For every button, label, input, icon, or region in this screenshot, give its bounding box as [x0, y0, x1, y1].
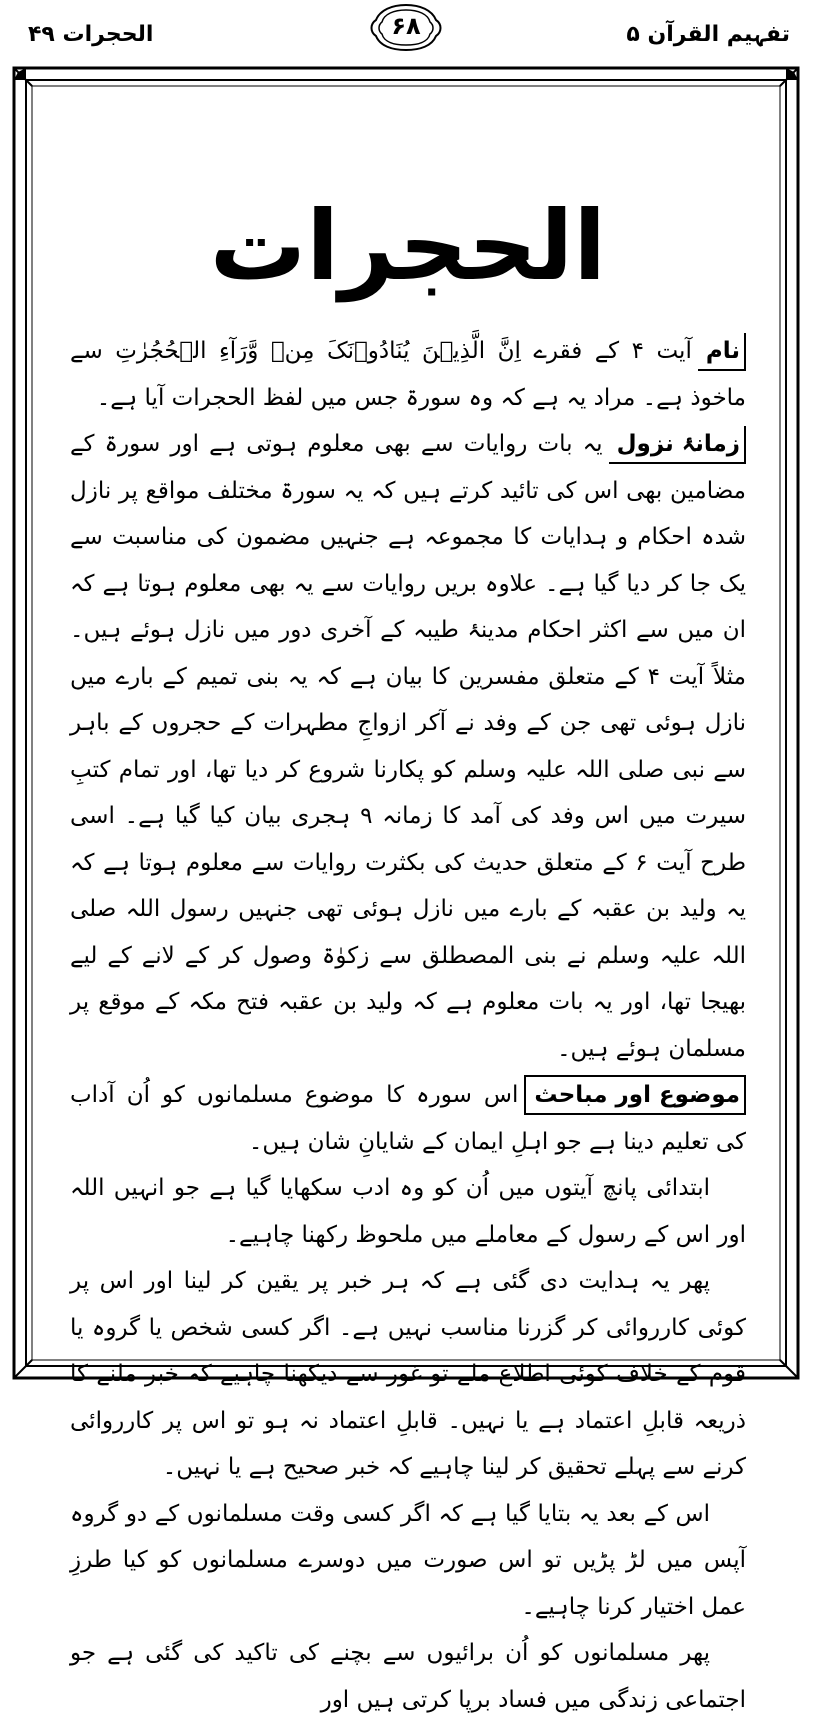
surah-reference: الحجرات ۴۹: [28, 22, 154, 47]
section-text: یہ بات روایات سے بھی معلوم ہوتی ہے اور سورۃ کے مضامین بھی اس کی تائید کرتے ہیں کہ یہ سورۃ مختلف مواقع پر نازل شدہ احکام و ہدایات کا مجموعہ ہے جنہیں مضمون کی مناسبت سے یک جا کر دیا گیا ہے۔ علاوہ بریں روایات سے یہ بھی معلوم ہوتا ہے کہ ان میں سے اکثر احکام مدینۂ طیبہ کے آخری دور میں نازل ہوئے ہیں۔ مثلاً آیت ۴ کے متعلق مفسرین کا بیان ہے کہ یہ بنی تمیم کے بارے میں نازل ہوئی تھی جن کے وفد نے آکر ازواجِ مطہرات کے حجروں کے باہر سے نبی صلی اللہ علیہ وسلم کو پکارنا شروع کر دیا تھا، اور تمام کتبِ سیرت میں اس وفد کی آمد کا زمانہ ۹ ہجری بیان کیا گیا ہے۔ اسی طرح آیت ۶ کے متعلق حدیث کی بکثرت روایات سے معلوم ہوتا ہے کہ یہ ولید بن عقبہ کے بارے میں نازل ہوئی تھی جنہیں رسول اللہ صلی اللہ علیہ وسلم نے بنی المصطلق سے زکوٰۃ وصول کر کے لانے کے لیے بھیجا تھا، اور یہ بات معلوم ہے کہ ولید بن عقبہ فتح مکہ کے موقع پر مسلمان ہوئے ہیں۔: [70, 431, 747, 1062]
section-heading: نام: [698, 333, 746, 371]
section-text: آیت ۴ کے فقرے اِنَّ الَّذِیۡنَ یُنَادُوۡنَکَ مِنۡ وَّرَآءِ الۡحُجُرٰتِ سے ماخوذ ہے۔ مراد یہ ہے کہ وہ سورۃ جس میں لفظ الحجرات آیا ہے۔: [70, 338, 746, 411]
section-topics: [70, 1072, 746, 1165]
surah-title: الحجرات: [209, 190, 607, 302]
section-heading: زمانۂ نزول: [609, 426, 746, 464]
book-title: تفہیم القرآن ۵: [626, 22, 790, 47]
section-revelation: [70, 421, 746, 1072]
paragraph: پھر یہ ہدایت دی گئی ہے کہ ہر خبر پر یقین کر لینا اور اس پر کوئی کارروائی کر گزرنا مناسب نہیں ہے۔ اگر کسی شخص یا گروہ یا قوم کے خلاف کوئی اطلاع ملے تو غور سے دیکھنا چاہیے کہ خبر ملنے کا ذریعہ قابلِ اعتماد ہے یا نہیں۔ قابلِ اعتماد نہ ہو تو اس پر کارروائی کرنے سے پہلے تحقیق کر لینا چاہیے کہ خبر صحیح ہے یا نہیں۔: [70, 1268, 746, 1480]
page-number-ornament: [370, 2, 442, 52]
paragraph: پھر مسلمانوں کو اُن برائیوں سے بچنے کی تاکید کی گئی ہے جو اجتماعی زندگی میں فساد برپا کرتی ہیں اور: [70, 1640, 746, 1713]
document-body: [70, 328, 746, 1723]
section-text: اس سورہ کا موضوع مسلمانوں کو اُن آداب کی تعلیم دینا ہے جو اہلِ ایمان کے شایانِ شان ہیں۔: [70, 1082, 746, 1155]
section-heading: موضوع اور مباحث: [524, 1075, 746, 1115]
paragraph: ابتدائی پانچ آیتوں میں اُن کو وہ ادب سکھایا گیا ہے جو انہیں اللہ اور اس کے رسول کے معاملے میں ملحوظ رکھنا چاہیے۔: [70, 1175, 746, 1248]
paragraph: اس کے بعد یہ بتایا گیا ہے کہ اگر کسی وقت مسلمانوں کے دو گروہ آپس میں لڑ پڑیں تو اس صورت میں دوسرے مسلمانوں کو کیا طرزِ عمل اختیار کرنا چاہیے۔: [70, 1500, 746, 1620]
page-number: ۶۸: [391, 12, 421, 40]
section-name: [70, 328, 746, 421]
page-header: [0, 0, 816, 62]
